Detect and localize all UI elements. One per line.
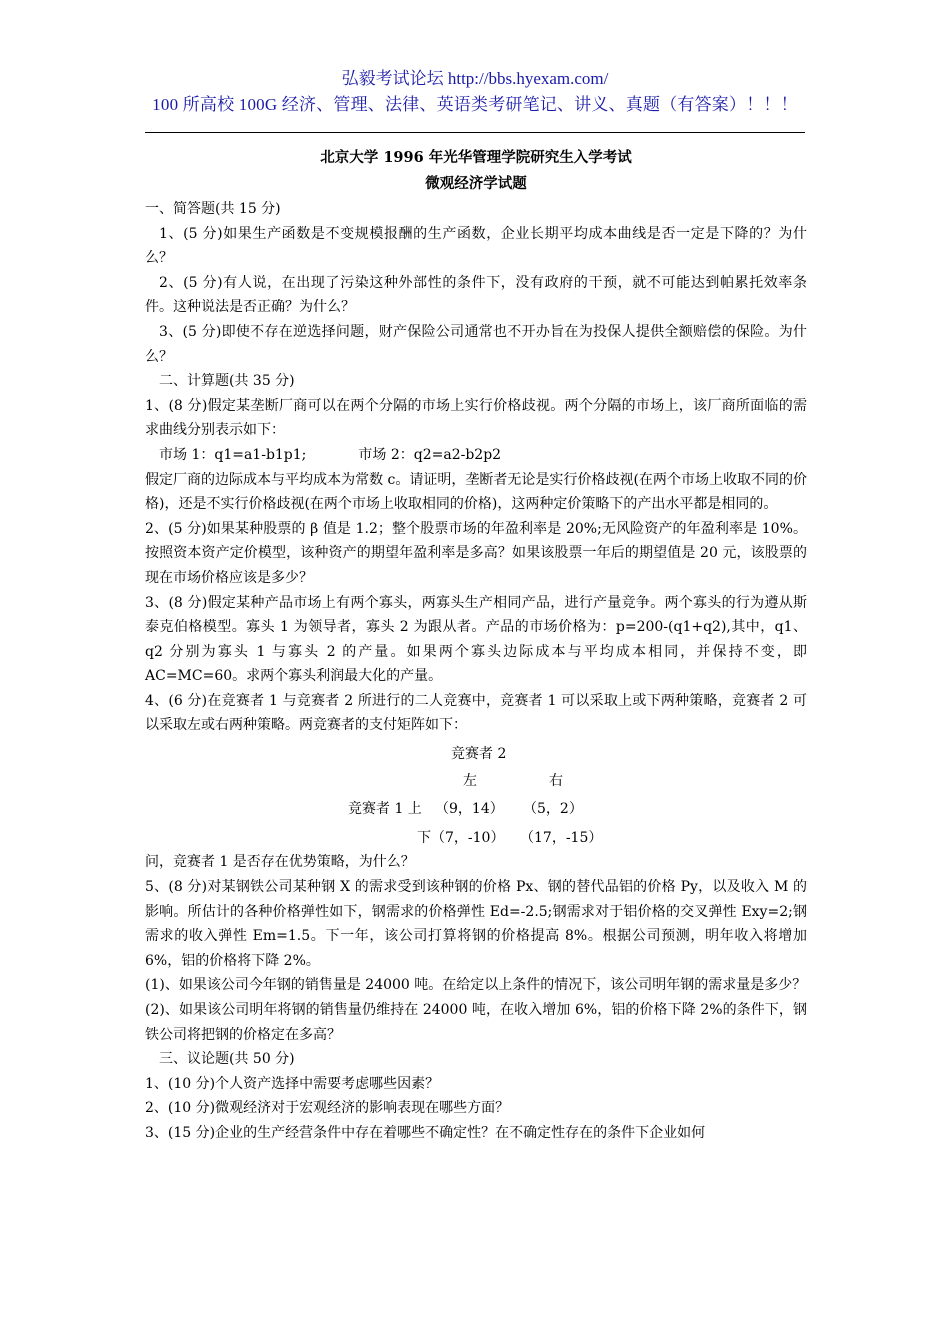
s1-question-2: 2、(5 分)有人说，在出现了污染这种外部性的条件下，没有政府的干预，就不可能达到帕累托效率条件。这种说法是否正确？为什么？: [145, 274, 807, 316]
s1-question-1: 1、(5 分)如果生产函数是不变规模报酬的生产函数，企业长期平均成本曲线是否一定是下降的？为什么？: [145, 225, 807, 267]
s3-question-2: 2、(10 分)微观经济对于宏观经济的影响表现在哪些方面？: [145, 1100, 510, 1117]
s2-question-5: 5、(8 分)对某钢铁公司某种钢 X 的需求受到该种钢的价格 Px、钢的替代品铝的价格 Py，以及收入 M 的影响。所估计的各种价格弹性如下，钢需求的价格弹性 Ed=-2.5;钢需求对于铝价格的交叉弹性 Exy=2;钢需求的收入弹性 Em=1.5。下一年，该公司打算将钢的价格提高 8%。根据公司预测，明年收入将增加 6%，铝的价格将下降 2%。: [145, 879, 807, 969]
document-body: [145, 145, 807, 1146]
s2-q4-question: 问，竞赛者 1 是否存在优势策略，为什么？: [145, 854, 415, 871]
header-divider: [145, 132, 805, 133]
section3-heading: 三、议论题(共 50 分): [159, 1051, 295, 1068]
s2-question-4: 4、(6 分)在竞赛者 1 与竞赛者 2 所进行的二人竞赛中，竞赛者 1 可以采取上或下两种策略，竞赛者 2 可以采取左或右两种策略。两竞赛者的支付矩阵如下：: [145, 692, 807, 734]
s2-q1-markets: [145, 443, 807, 468]
promo-line: 100 所高校 100G 经济、管理、法律、英语类考研笔记、讲义、真题（有答案）！！！: [152, 95, 798, 114]
s2-q5-sub1: (1)、如果该公司今年钢的销售量是 24000 吨。在给定以上条件的情况下，该公司明年钢的需求量是多少？: [145, 977, 807, 994]
matrix-player2-label: 竞赛者 2: [451, 746, 507, 763]
s1-question-3: 3、(5 分)即使不存在逆选择问题，财产保险公司通常也不开办旨在为投保人提供全额赔偿的保险。为什么？: [145, 323, 807, 365]
exam-subtitle: 微观经济学试题: [425, 175, 527, 192]
market-2-demand: 市场 2：q2=a2-b2p2: [358, 446, 502, 463]
exam-title: 北京大学 1996 年光华管理学院研究生入学考试: [320, 149, 632, 166]
matrix-down-left: 下（7，-10）: [417, 829, 505, 846]
matrix-up-left: （9，14）: [435, 801, 504, 818]
matrix-player2-row: [145, 742, 807, 767]
section2-heading: 二、计算题(共 35 分): [159, 373, 295, 390]
s2-question-3: 3、(8 分)假定某种产品市场上有两个寡头，两寡头生产相同产品，进行产量竞争。两个寡头的行为遵从斯泰克伯格模型。寡头 1 为领导者，寡头 2 为跟从者。产品的市场价格为：p=200-(q1+q2),其中，q1、q2 分别为寡头 1 与寡头 2 的产量。如果两个寡头边际成本与平均成本相同，并保持不变，即 AC=MC=60。求两个寡头利润最大化的产量。: [145, 594, 807, 685]
matrix-right-label: 右: [549, 772, 563, 789]
s2-q5-sub2: (2)、如果该公司明年将钢的销售量仍维持在 24000 吨，在收入增加 6%，铝的价格下降 2%的条件下，钢铁公司将把钢的价格定在多高？: [145, 1002, 807, 1043]
s2-question-1: 1、(8 分)假定某垄断厂商可以在两个分隔的市场上实行价格歧视。两个分隔的市场上，该厂商所面临的需求曲线分别表示如下：: [145, 397, 807, 439]
forum-link-line[interactable]: 弘毅考试论坛 http://bbs.hyexam.com/: [341, 69, 609, 88]
market-1-demand: 市场 1：q1=a1-b1p1;: [159, 446, 307, 463]
s3-question-1: 1、(10 分)个人资产选择中需要考虑哪些因素？: [145, 1075, 440, 1092]
s2-question-2: 2、(5 分)如果某种股票的 β 值是 1.2；整个股票市场的年盈利率是 20%;无风险资产的年盈利率是 10%。按照资本资产定价模型，该种资产的期望年盈利率是多高？如果该股票一年后的期望值是 20 元，该股票的现在市场价格应该是多少？: [145, 520, 807, 586]
matrix-left-label: 左: [463, 772, 477, 789]
s2-q1-proof: 假定厂商的边际成本与平均成本为常数 c。请证明，垄断者无论是实行价格歧视(在两个市场上收取不同的价格)，还是不实行价格歧视(在两个市场上收取相同的价格)，这两种定价策略下的产出水平都是相同的。: [145, 471, 807, 513]
matrix-down-right: （17，-15）: [520, 829, 603, 846]
page-header: [0, 66, 950, 118]
section1-heading: 一、简答题(共 15 分): [145, 201, 281, 217]
matrix-down-row: [145, 826, 807, 851]
matrix-player1-up: 竞赛者 1 上: [348, 801, 422, 818]
matrix-up-row: [145, 797, 807, 822]
matrix-up-right: （5，2）: [523, 801, 583, 818]
s3-question-3: 3、(15 分)企业的生产经营条件中存在着哪些不确定性？在不确定性存在的条件下企业如何: [145, 1124, 706, 1141]
matrix-columns-row: [145, 769, 807, 794]
